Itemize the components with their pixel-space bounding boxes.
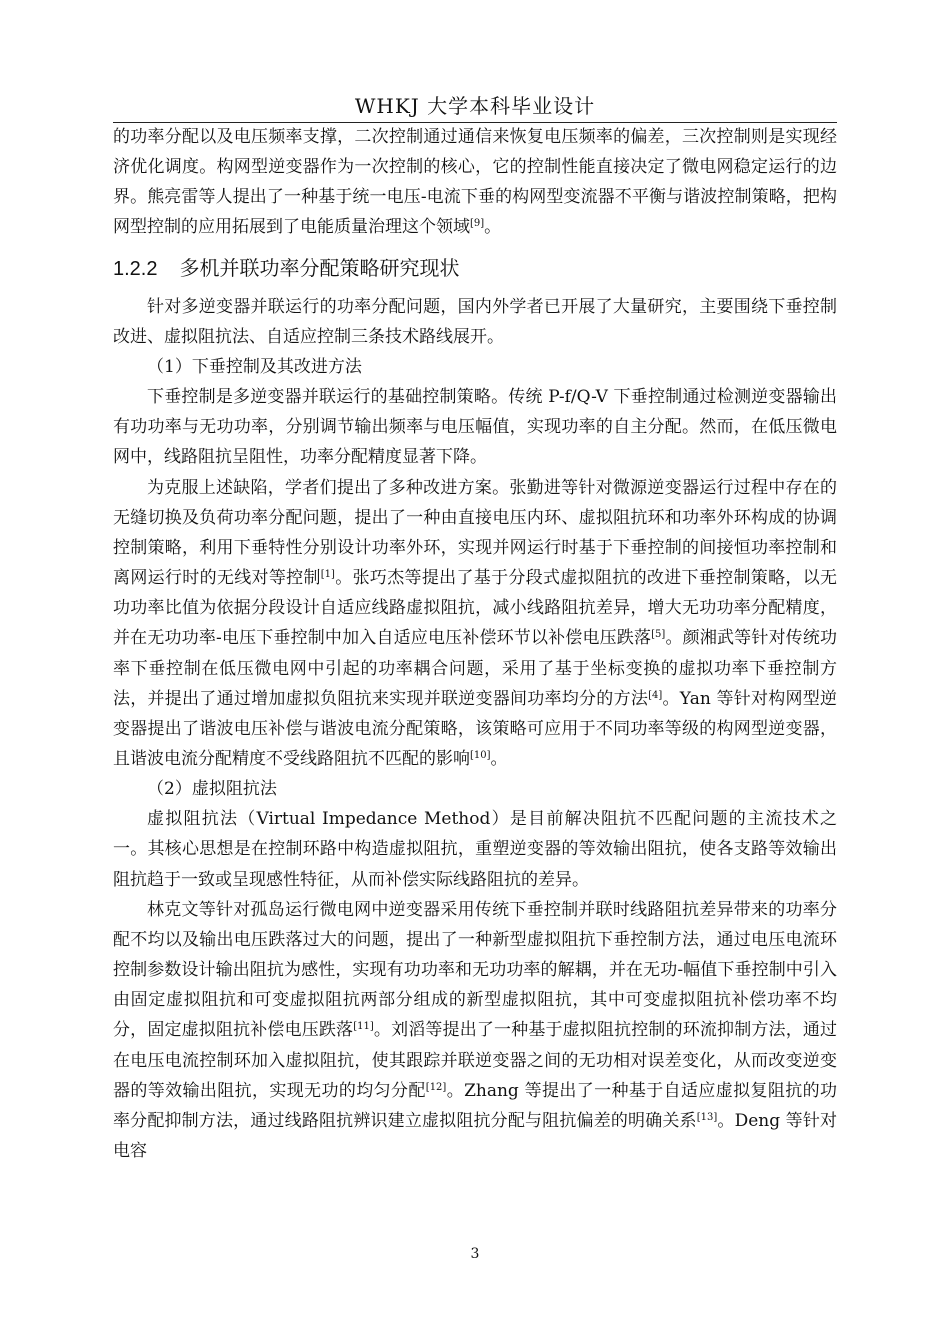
section-number: 1.2.2 <box>113 257 158 280</box>
paragraph <box>113 473 837 775</box>
paragraph <box>113 895 837 1166</box>
citation-ref: [13] <box>696 1111 718 1123</box>
citation-ref: [12] <box>425 1081 447 1093</box>
section-title: 多机并联功率分配策略研究现状 <box>179 255 460 280</box>
paragraph <box>113 352 837 382</box>
citation-ref: [1] <box>320 569 335 581</box>
paragraph <box>113 804 837 894</box>
paragraph-text: 。 <box>490 748 508 769</box>
citation-ref: [5] <box>651 629 666 641</box>
paragraph-text: 的功率分配以及电压频率支撑，二次控制通过通信来恢复电压频率的偏差，三次控制则是实现经济优化调度。构网型逆变器作为一次控制的核心，它的控制性能直接决定了微电网稳定运行的边界。熊亮雷等人提出了一种基于统一电压-电流下垂的构网型变流器不平衡与谐波控制策略，把构网型控制的应用拓展到了电能质量治理这个领域 <box>113 127 837 238</box>
paragraph-text: （1）下垂控制及其改进方法 <box>147 356 362 377</box>
paragraph-text: 。颜湘武等针对传统功率下垂控制在低压微电网中引起的功率耦合问题，采用了基于坐标变换的虚拟功率下垂控制方法，并提出了通过增加虚拟负阻抗来实现并联逆变器间功率均分的方法 <box>113 628 837 709</box>
paragraph-text: 。张巧杰等提出了基于分段式虚拟阻抗的改进下垂控制策略，以无功功率比值为依据分段设计自适应线路虚拟阻抗，减小线路阻抗差异，增大无功功率分配精度，并在无功功率-电压下垂控制中加入自适应电压补偿环节以补偿电压跌落 <box>113 568 838 649</box>
paragraph-text: 为克服上述缺陷，学者们提出了多种改进方案。张勤进等针对微源逆变器运行过程中存在的无缝切换及负荷功率分配问题，提出了一种由直接电压内环、虚拟阻抗环和功率外环构成的协调控制策略，利用下垂特性分别设计功率外环，实现并网运行时基于下垂控制的间接恒功率控制和离网运行时的无线对等控制 <box>113 477 837 589</box>
paragraph-text: 。Yan 等针对构网型逆变器提出了谐波电压补偿与谐波电流分配策略，该策略可应用于不同功率等级的构网型逆变器，且谐波电流分配精度不受线路阻抗不匹配的影响 <box>113 688 838 769</box>
paragraph-text: 虚拟阻抗法（Virtual Impedance Method）是目前解决阻抗不匹配问题的主流技术之一。其核心思想是在控制环路中构造虚拟阻抗，重塑逆变器的等效输出阻抗，使各支路等效输出阻抗趋于一致或呈现感性特征，从而补偿实际线路阻抗的差异。 <box>113 809 837 890</box>
paragraph-text: 。Deng 等针对电容 <box>113 1110 837 1161</box>
citation-ref: [11] <box>353 1021 374 1033</box>
paragraph-text: 针对多逆变器并联运行的功率分配问题，国内外学者已开展了大量研究，主要围绕下垂控制改进、虚拟阻抗法、自适应控制三条技术路线展开。 <box>113 296 837 347</box>
paragraph <box>113 774 837 804</box>
paragraph-text: 。 <box>484 217 502 238</box>
page-header-title: WHKJ 大学本科毕业设计 <box>354 94 596 118</box>
paragraph <box>113 292 837 352</box>
document-body <box>113 122 837 1166</box>
paragraph-text: （2）虚拟阻抗法 <box>147 779 277 800</box>
page-number: 3 <box>470 1246 480 1262</box>
citation-ref: [4] <box>648 689 663 701</box>
paragraph <box>113 382 837 472</box>
section-heading <box>113 243 837 292</box>
paragraph-text: 下垂控制是多逆变器并联运行的基础控制策略。传统 P-f/Q-V 下垂控制通过检测逆变器输出有功功率与无功功率，分别调节输出频率与电压幅值，实现功率的自主分配。然而，在低压微电网中，线路阻抗呈阻性，功率分配精度显著下降。 <box>113 387 837 468</box>
paragraph-text: 。Zhang 等提出了一种基于自适应虚拟复阻抗的功率分配抑制方法，通过线路阻抗辨识建立虚拟阻抗分配与阻抗偏差的明确关系 <box>113 1080 837 1131</box>
paragraph-text: 林克文等针对孤岛运行微电网中逆变器采用传统下垂控制并联时线路阻抗差异带来的功率分配不均以及输出电压跌落过大的问题，提出了一种新型虚拟阻抗下垂控制方法，通过电压电流环控制参数设计输出阻抗为感性，实现有功功率和无功功率的解耦，并在无功-幅值下垂控制中引入由固定虚拟阻抗和可变虚拟阻抗两部分组成的新型虚拟阻抗，其中可变虚拟阻抗补偿功率不均分，固定虚拟阻抗补偿电压跌落 <box>113 899 837 1041</box>
paragraph <box>113 122 837 243</box>
citation-ref: [10] <box>470 749 491 761</box>
citation-ref: [9] <box>470 218 485 230</box>
paragraph-text: 。刘滔等提出了一种基于虚拟阻抗控制的环流抑制方法，通过在电压电流控制环加入虚拟阻抗，使其跟踪并联逆变器之间的无功相对误差变化，从而改变逆变器的等效输出阻抗，实现无功的均匀分配 <box>113 1020 838 1101</box>
